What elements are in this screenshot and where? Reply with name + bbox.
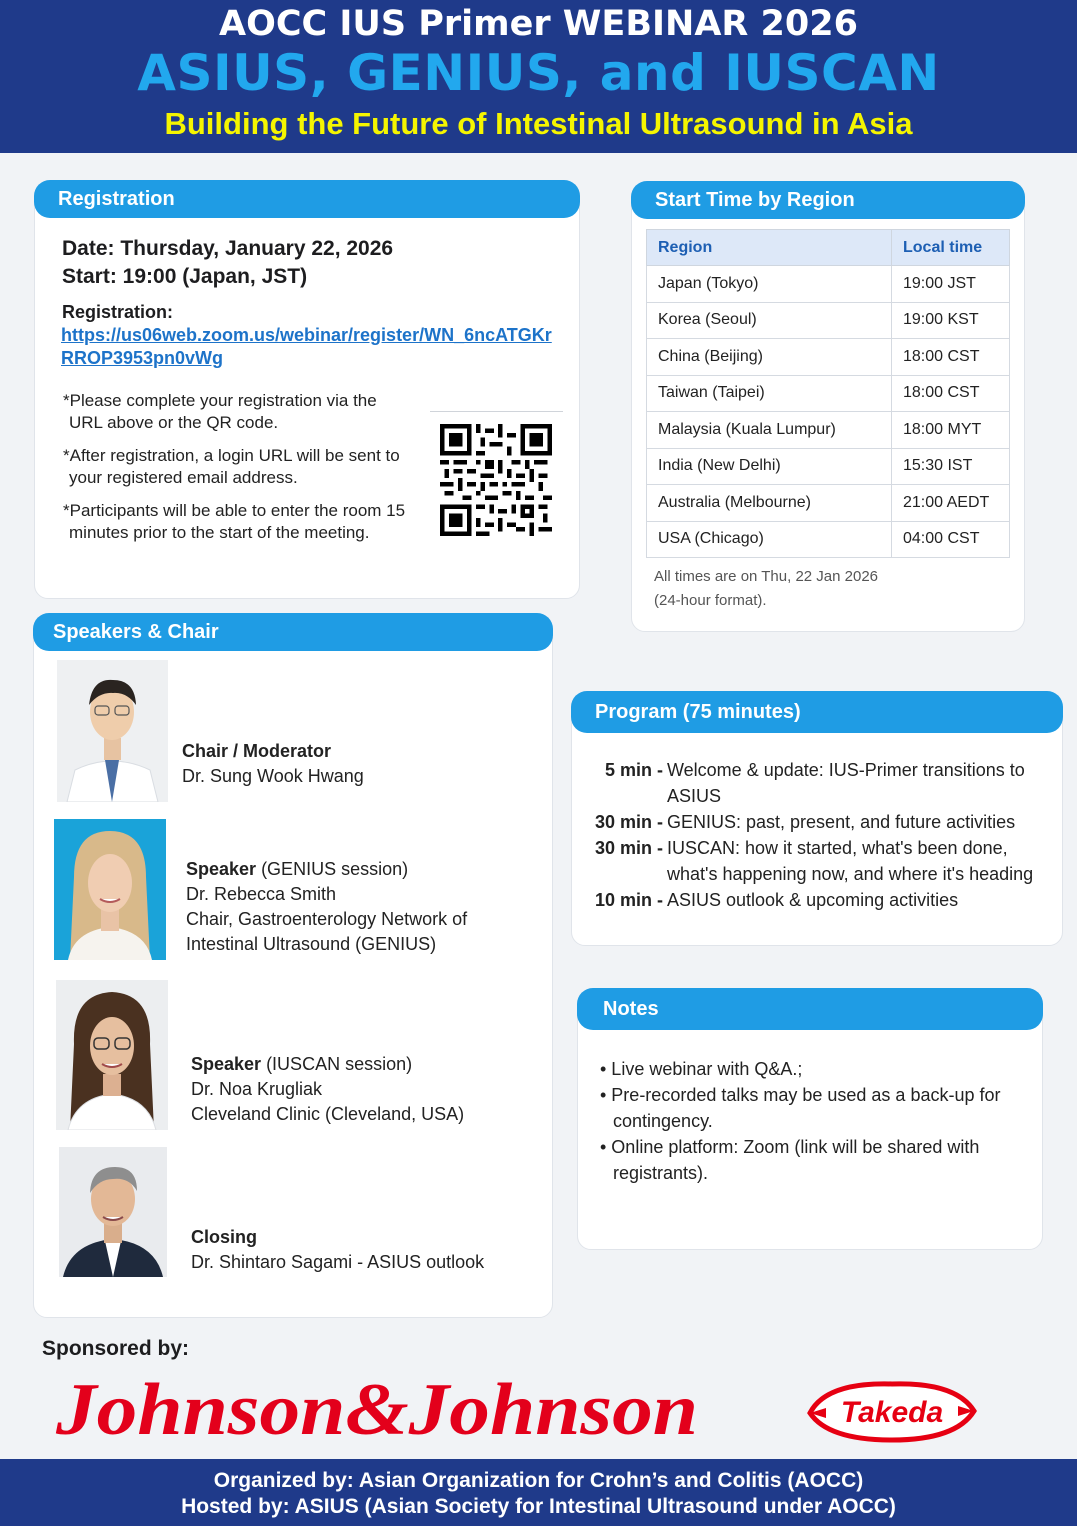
list-item: • Live webinar with Q&A.; — [600, 1059, 803, 1079]
program-description: Welcome & update: IUS-Primer transitions to ASIUS — [667, 760, 1025, 806]
organizer-text: Organized by: Asian Organization for Crohn’s and Colitis (AOCC) — [213, 1469, 864, 1492]
registration-notes — [63, 390, 413, 555]
registration-note: *Participants will be able to enter the room 15 minutes prior to the start of the meeting. — [63, 501, 406, 542]
program-item — [586, 835, 1055, 887]
closing-role: Closing — [191, 1227, 257, 1247]
takeda-logo — [806, 1378, 978, 1444]
region-cell: USA (Chicago) — [647, 521, 892, 558]
program-item — [586, 809, 1055, 835]
list-item: • Online platform: Zoom (link will be shared with registrants). — [600, 1137, 980, 1183]
table-row — [647, 448, 1010, 485]
region-note-line: (24-hour format). — [654, 592, 767, 609]
speaker2-portrait — [56, 980, 168, 1130]
program-duration: 30 min - — [594, 812, 663, 832]
table-row — [647, 266, 1010, 303]
table-row — [647, 375, 1010, 412]
program-duration: 5 min - — [604, 760, 663, 780]
program-item — [586, 757, 1055, 809]
speaker2-info — [191, 1052, 464, 1127]
qr-code-icon[interactable] — [440, 424, 552, 536]
event-tagline: Building the Future of Intestinal Ultrasound in Asia — [164, 106, 913, 141]
registration-label: Registration: — [62, 302, 174, 322]
speaker1-affiliation: Chair, Gastroenterology Network of Intestinal Ultrasound (GENIUS) — [186, 909, 468, 954]
time-cell: 19:00 KST — [892, 302, 1010, 339]
time-cell: 18:00 MYT — [892, 412, 1010, 449]
time-cell: 15:30 IST — [892, 448, 1010, 485]
notes-heading: Notes — [577, 988, 1043, 1030]
registration-heading: Registration — [34, 180, 580, 218]
chair-info — [182, 739, 364, 789]
region-heading: Start Time by Region — [631, 181, 1025, 219]
notes-list — [598, 1056, 1028, 1186]
closing-speaker-portrait — [59, 1147, 167, 1277]
speaker2-name: Dr. Noa Krugliak — [191, 1079, 323, 1099]
region-cell: Korea (Seoul) — [647, 302, 892, 339]
column-header-region: Region — [647, 230, 892, 266]
chair-portrait — [57, 660, 168, 802]
event-title: AOCC IUS Primer WEBINAR 2026 — [219, 4, 858, 44]
speaker1-info — [186, 857, 496, 957]
chair-role: Chair / Moderator — [182, 741, 332, 761]
registration-date-block — [62, 235, 393, 291]
program-description: GENIUS: past, present, and future activities — [667, 812, 1016, 832]
time-cell: 19:00 JST — [892, 266, 1010, 303]
region-cell: Malaysia (Kuala Lumpur) — [647, 412, 892, 449]
closing-info — [191, 1225, 484, 1275]
time-cell: 18:00 CST — [892, 339, 1010, 376]
table-row — [647, 339, 1010, 376]
table-row — [647, 302, 1010, 339]
sponsor-label: Sponsored by: — [42, 1337, 190, 1360]
time-cell: 18:00 CST — [892, 375, 1010, 412]
program-description: IUSCAN: how it started, what's been done, what's happening now, and where it's heading — [667, 838, 1034, 884]
program-description: ASIUS outlook & upcoming activities — [667, 890, 959, 910]
region-cell: Japan (Tokyo) — [647, 266, 892, 303]
divider — [430, 411, 563, 412]
region-note-line: All times are on Thu, 22 Jan 2026 — [654, 568, 879, 585]
chair-name: Dr. Sung Wook Hwang — [182, 766, 364, 786]
speaker2-affiliation: Cleveland Clinic (Cleveland, USA) — [191, 1104, 465, 1124]
closing-name: Dr. Shintaro Sagami - ASIUS outlook — [191, 1252, 485, 1272]
registration-date: Date: Thursday, January 22, 2026 — [62, 237, 394, 260]
footer-banner — [0, 1459, 1077, 1526]
table-row — [647, 521, 1010, 558]
table-row — [647, 412, 1010, 449]
region-cell: India (New Delhi) — [647, 448, 892, 485]
svg-text:Takeda: Takeda — [840, 1396, 944, 1429]
speaker2-role: Speaker — [191, 1054, 262, 1074]
registration-start: Start: 19:00 (Japan, JST) — [62, 265, 308, 288]
event-subtitle: ASIUS, GENIUS, and IUSCAN — [137, 44, 940, 102]
region-cell: Australia (Melbourne) — [647, 485, 892, 522]
host-text: Hosted by: ASIUS (Asian Society for Intestinal Ultrasound under AOCC) — [181, 1495, 896, 1518]
program-item — [586, 887, 1055, 913]
program-duration: 30 min - — [594, 838, 663, 858]
svg-text:Johnson&Johnson: Johnson&Johnson — [54, 1369, 698, 1450]
registration-note: *Please complete your registration via the URL above or the QR code. — [63, 391, 377, 432]
region-time-table — [646, 229, 1010, 558]
region-cell: Taiwan (Taipei) — [647, 375, 892, 412]
time-cell: 21:00 AEDT — [892, 485, 1010, 522]
region-cell: China (Beijing) — [647, 339, 892, 376]
speaker1-portrait — [54, 819, 166, 960]
speaker1-role: Speaker — [186, 859, 257, 879]
table-row — [647, 485, 1010, 522]
speakers-heading: Speakers & Chair — [33, 613, 553, 651]
time-cell: 04:00 CST — [892, 521, 1010, 558]
speaker1-name: Dr. Rebecca Smith — [186, 884, 337, 904]
speaker1-session: (GENIUS session) — [256, 859, 409, 879]
program-duration: 10 min - — [594, 890, 663, 910]
column-header-local-time: Local time — [892, 230, 1010, 266]
speaker2-session: (IUSCAN session) — [261, 1054, 413, 1074]
table-header-row — [647, 230, 1010, 266]
program-heading: Program (75 minutes) — [571, 691, 1063, 733]
list-item: • Pre-recorded talks may be used as a back-up for contingency. — [600, 1085, 1001, 1131]
program-list — [586, 757, 1055, 913]
johnson-and-johnson-logo — [54, 1368, 704, 1450]
region-note — [654, 565, 878, 613]
header-banner — [0, 0, 1077, 153]
registration-note: *After registration, a login URL will be sent to your registered email address. — [63, 446, 400, 487]
registration-link[interactable]: https://us06web.zoom.us/webinar/register/WN_6ncATGKrRROP3953pn0vWg — [61, 325, 552, 368]
